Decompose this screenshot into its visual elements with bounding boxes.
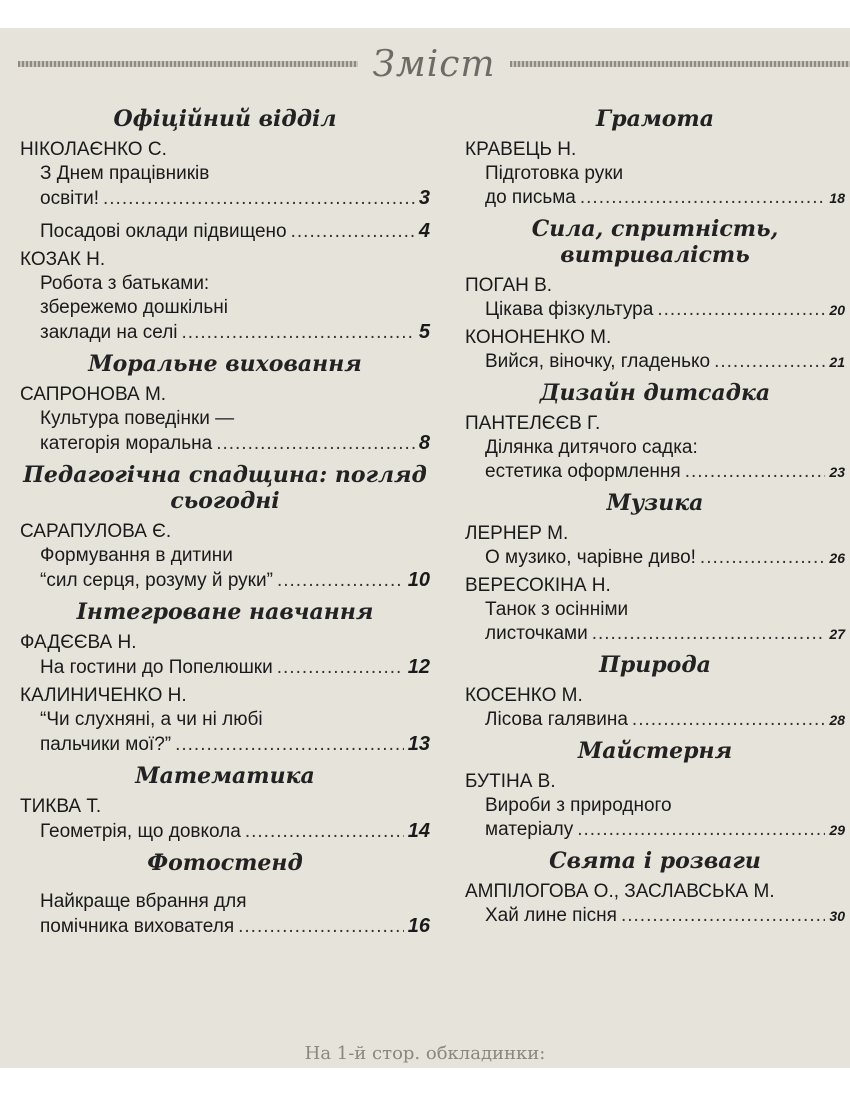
toc-entry [465, 770, 845, 842]
page-number: 28 [829, 712, 845, 728]
entry-title-line: Цікава фізкультура [485, 299, 654, 320]
entry-title-line: Вийся, віночку, гладенько [485, 351, 711, 372]
entry-author: КОНОНЕНКО М. [465, 327, 612, 348]
toc-entry [20, 520, 430, 593]
dot-leader [657, 298, 825, 322]
section-heading: Педагогічна спадщина: погляд сьогодні [23, 462, 427, 514]
page-number: 13 [407, 733, 430, 755]
page-number: 5 [418, 321, 430, 343]
entry-title [20, 162, 430, 211]
entry-title-line: Лісова галявина [485, 709, 628, 730]
entry-author: ПОГАН В. [465, 275, 553, 296]
section-heading: Моральне виховання [88, 351, 362, 377]
entry-title [465, 904, 845, 928]
entry-title-line: На гостини до Попелюшки [40, 657, 273, 678]
entry-title-line: Танок з осінніми [485, 599, 629, 620]
dot-leader [632, 708, 826, 732]
entry-title [465, 298, 845, 322]
toc-entry [20, 248, 430, 345]
entry-title-line: Хай лине пісня [485, 905, 617, 926]
dot-leader [592, 622, 826, 646]
dot-leader [182, 321, 415, 345]
page-number: 12 [407, 656, 430, 678]
toc-entry [465, 412, 845, 484]
entry-title [465, 436, 845, 484]
entry-title-last-line [485, 298, 845, 322]
entry-spacer [20, 882, 430, 890]
page-number: 30 [829, 908, 845, 924]
dot-leader [103, 187, 415, 211]
entry-title-line: збережемо дошкільні [40, 297, 228, 318]
entry-title-last-line [40, 568, 430, 593]
section-heading: Природа [599, 652, 711, 678]
entry-title-line: матеріалу [485, 819, 574, 840]
entry-title [465, 350, 845, 374]
entry-title-last-line [40, 819, 430, 844]
entry-title-last-line [485, 186, 845, 210]
toc-entry [20, 795, 430, 844]
toc-entry [20, 211, 430, 244]
entry-title-last-line [40, 732, 430, 757]
entry-title-line: Формування в дитини [40, 545, 233, 566]
entry-title-line: освіти! [40, 188, 99, 209]
entry-title [20, 708, 430, 757]
toc-entry [20, 882, 430, 939]
entry-title [20, 890, 430, 939]
toc-entry [465, 274, 845, 322]
entry-title-last-line [40, 914, 430, 939]
entry-title [20, 655, 430, 680]
section-heading: Грамота [596, 106, 714, 132]
toc-entry [20, 684, 430, 757]
entry-title [465, 794, 845, 842]
section-heading: Інтегроване навчання [76, 599, 374, 625]
entry-title-line: Посадові оклади підвищено [40, 221, 287, 242]
page-number: 21 [829, 354, 845, 370]
entry-title-last-line [485, 818, 845, 842]
entry-spacer [20, 211, 430, 219]
dot-leader [277, 656, 404, 680]
right-column [465, 100, 845, 928]
section-heading: Дизайн дитсадка [539, 380, 771, 406]
toc-entry [465, 684, 845, 732]
page-number: 8 [418, 432, 430, 454]
entry-title-line: “сил серця, розуму й руки” [40, 570, 273, 591]
entry-title [465, 162, 845, 210]
page-number: 27 [829, 626, 845, 642]
entry-author: САРАПУЛОВА Є. [20, 521, 172, 542]
entry-title-last-line [485, 546, 845, 570]
entry-title-last-line [40, 186, 430, 211]
section-heading: Фотостенд [147, 850, 303, 876]
entry-author: КАЛИНИЧЕНКО Н. [20, 685, 187, 706]
section-heading: Музика [606, 490, 704, 516]
entry-title [20, 272, 430, 345]
toc-entry [20, 383, 430, 456]
dot-leader [621, 904, 825, 928]
entry-title-line: листочками [485, 623, 588, 644]
entry-title-line: Культура поведінки — [40, 408, 235, 429]
entry-title-line: помічника вихователя [40, 916, 235, 937]
page-number: 29 [829, 822, 845, 838]
page-number: 3 [418, 187, 430, 209]
header-rule-right [510, 61, 850, 67]
header-rule-left [18, 61, 358, 67]
dot-leader [245, 820, 404, 844]
entry-title-line: Вироби з природного [485, 795, 672, 816]
entry-title-last-line [485, 622, 845, 646]
entry-title-line: О музико, чарівне диво! [485, 547, 696, 568]
entry-title-line: З Днем працівників [40, 163, 210, 184]
contents-header [18, 42, 850, 86]
toc-entry [465, 522, 845, 570]
entry-title-line: “Чи слухняні, а чи ні любі [40, 709, 263, 730]
entry-title-line: естетика оформлення [485, 461, 681, 482]
toc-entry [20, 138, 430, 211]
entry-author: НІКОЛАЄНКО С. [20, 139, 167, 160]
entry-title [20, 819, 430, 844]
entry-title-last-line [40, 320, 430, 345]
entry-title-last-line [485, 708, 845, 732]
page-number: 26 [829, 550, 845, 566]
entry-title-line: заклади на селі [40, 322, 178, 343]
entry-title-last-line [40, 655, 430, 680]
dot-leader [580, 186, 826, 210]
entry-title-last-line [485, 350, 845, 374]
toc-entry [465, 326, 845, 374]
dot-leader [238, 915, 404, 939]
entry-title [465, 546, 845, 570]
toc-entry [465, 574, 845, 646]
page-number: 16 [407, 915, 430, 937]
page-title: Зміст [372, 43, 496, 85]
page-number: 4 [418, 220, 430, 242]
entry-author: ЛЕРНЕР М. [465, 523, 569, 544]
left-column [20, 100, 430, 939]
entry-title-line: Підготовка руки [485, 163, 624, 184]
page-number: 23 [829, 464, 845, 480]
entry-author: ПАНТЕЛЄЄВ Г. [465, 413, 601, 434]
entry-title-line: пальчики мої?” [40, 734, 172, 755]
page-number: 18 [829, 190, 845, 206]
section-heading: Сила, спритність, витривалість [531, 216, 779, 268]
entry-title-line: Найкраще вбрання для [40, 891, 247, 912]
document-page [0, 28, 850, 1068]
entry-title [20, 407, 430, 456]
toc-entry [465, 880, 845, 928]
entry-author: АМПІЛОГОВА О., ЗАСЛАВСЬКА М. [465, 881, 775, 902]
entry-author: САПРОНОВА М. [20, 384, 167, 405]
dot-leader [685, 460, 826, 484]
page-number: 20 [829, 302, 845, 318]
entry-author: КОЗАК Н. [20, 249, 106, 270]
page-number: 10 [407, 569, 430, 591]
entry-title [465, 598, 845, 646]
entry-title-last-line [40, 431, 430, 456]
dot-leader [714, 350, 825, 374]
page-number: 14 [407, 820, 430, 842]
entry-title [20, 544, 430, 593]
entry-title-last-line [485, 904, 845, 928]
section-heading: Математика [135, 763, 315, 789]
entry-author: КОСЕНКО М. [465, 685, 583, 706]
dot-leader [291, 220, 415, 244]
entry-title-last-line [485, 460, 845, 484]
toc-entry [465, 138, 845, 210]
toc-entry [20, 631, 430, 680]
dot-leader [577, 818, 825, 842]
entry-title [20, 219, 430, 244]
dot-leader [277, 569, 404, 593]
footer-caption: На 1-й стор. обкладинки: [304, 1043, 546, 1064]
entry-title-line: до письма [485, 187, 576, 208]
entry-title-line: Геометрія, що довкола [40, 821, 241, 842]
section-heading: Свята і розваги [549, 848, 761, 874]
entry-title [465, 708, 845, 732]
entry-author: БУТІНА В. [465, 771, 556, 792]
entry-title-line: Ділянка дитячого садка: [485, 437, 698, 458]
entry-title-last-line [40, 219, 430, 244]
entry-author: ВЕРЕСОКІНА Н. [465, 575, 611, 596]
entry-author: ФАДЄЄВА Н. [20, 632, 137, 653]
dot-leader [216, 432, 415, 456]
dot-leader [700, 546, 826, 570]
dot-leader [175, 733, 404, 757]
entry-author: ТИКВА Т. [20, 796, 102, 817]
entry-author: КРАВЕЦЬ Н. [465, 139, 577, 160]
section-heading: Офіційний відділ [113, 106, 337, 132]
entry-title-line: категорія моральна [40, 433, 213, 454]
entry-title-line: Робота з батьками: [40, 273, 210, 294]
section-heading: Майстерня [577, 738, 733, 764]
